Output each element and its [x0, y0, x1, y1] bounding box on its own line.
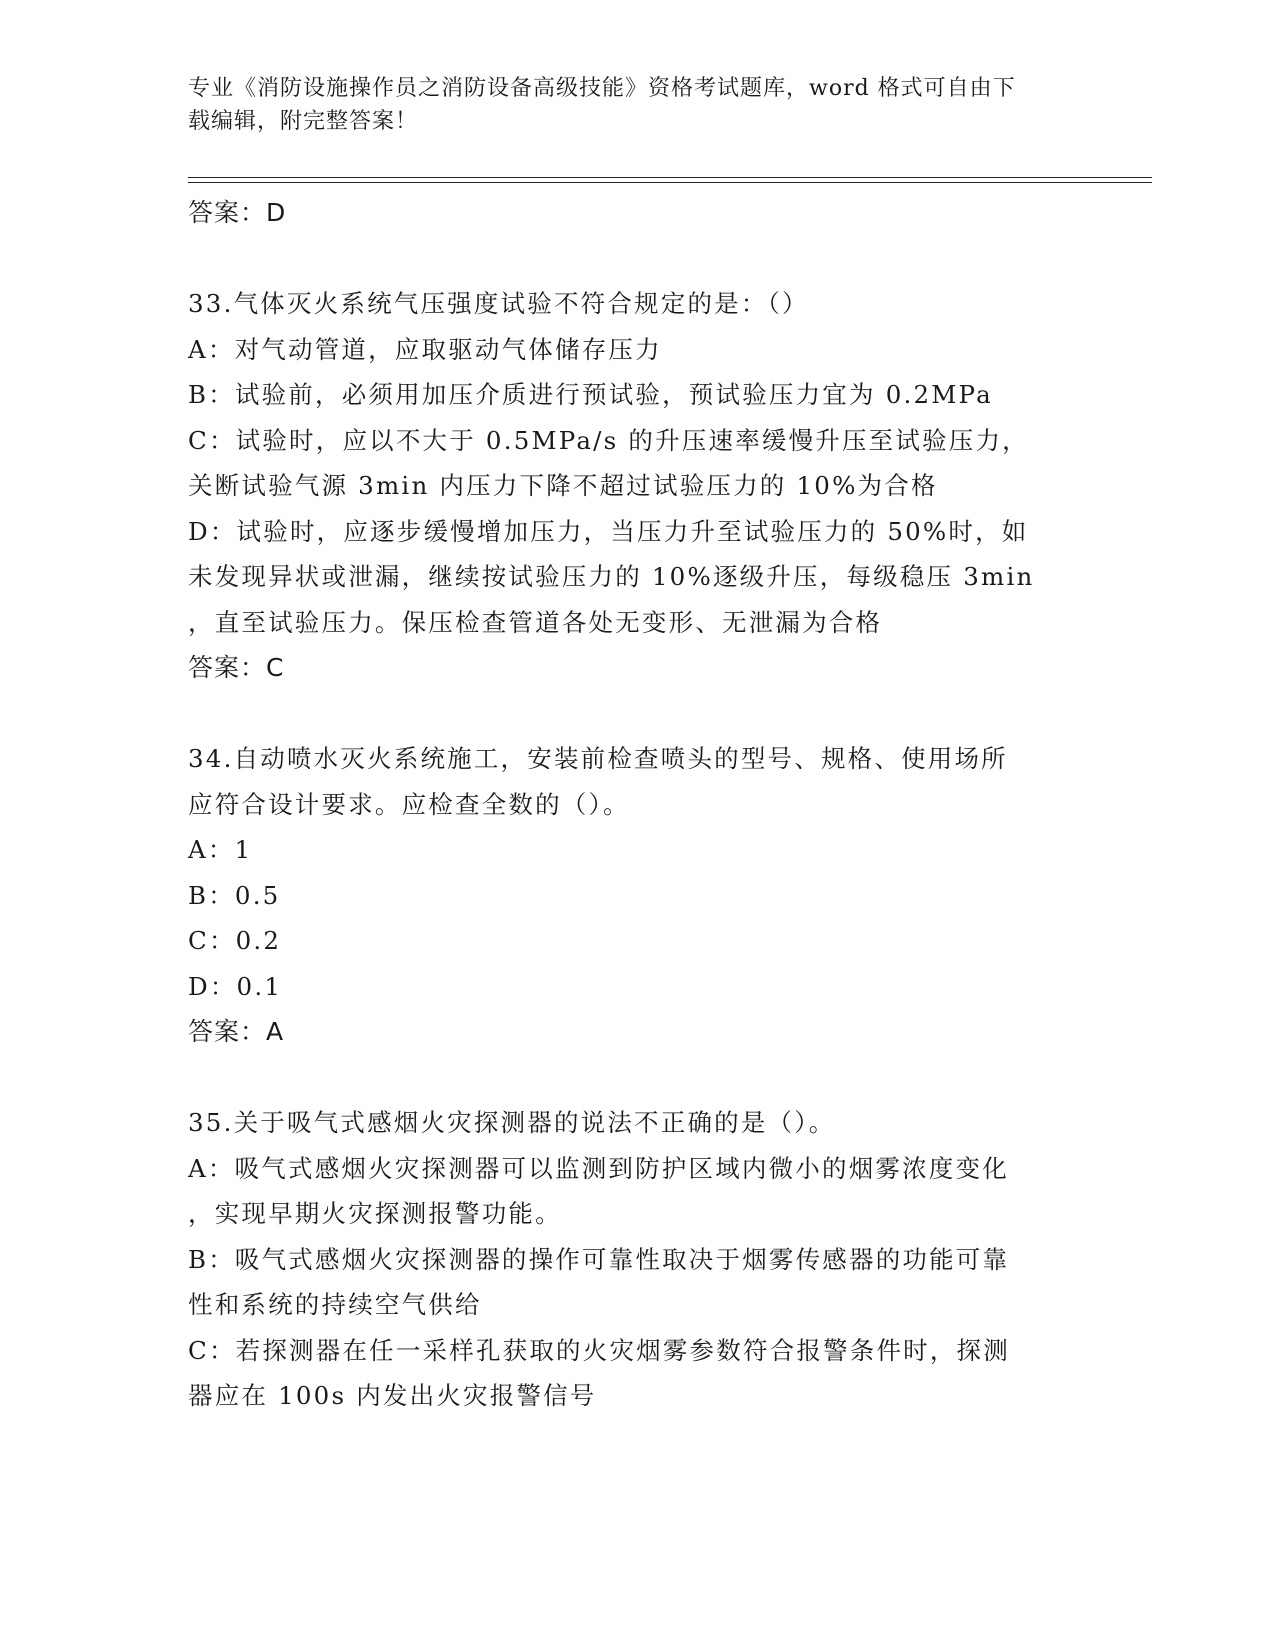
- answer-32: 答案：D: [188, 198, 287, 227]
- option-c: C：若探测器在任一采样孔获取的火灾烟雾参数符合报警条件时，探测: [188, 1335, 1010, 1365]
- option-d-continued: 未发现异状或泄漏，继续按试验压力的 10%逐级升压，每级稳压 3min: [188, 562, 1035, 591]
- spacer: [188, 236, 1088, 282]
- question-stem: 34.自动喷水灭火系统施工，安装前检查喷头的型号、规格、使用场所: [188, 744, 1008, 773]
- option-d-continued: ，直至试验压力。保压检查管道各处无变形、无泄漏为合格: [188, 607, 883, 637]
- header-divider-bottom: [188, 182, 1152, 183]
- question-33: [188, 281, 1088, 691]
- header-divider-top: [188, 177, 1152, 178]
- option-a: A：对气动管道，应取驱动气体储存压力: [188, 334, 662, 364]
- option-b-continued: 性和系统的持续空气供给: [188, 1290, 482, 1319]
- option-a: A：1: [188, 835, 253, 864]
- option-b: B：吸气式感烟火灾探测器的操作可靠性取决于烟雾传感器的功能可靠: [188, 1244, 1010, 1274]
- header-line-1: 专业《消防设施操作员之消防设备高级技能》资格考试题库，word 格式可自由下: [188, 76, 1016, 101]
- page-header: [188, 72, 1078, 138]
- question-stem-continued: 应符合设计要求。应检查全数的（）。: [188, 789, 630, 819]
- answer-33: 答案：C: [188, 653, 285, 682]
- question-content: [188, 190, 1088, 1419]
- option-c: C：0.2: [188, 926, 282, 955]
- option-b: B：试验前，必须用加压介质进行预试验，预试验压力宜为 0.2MPa: [188, 380, 993, 409]
- question-stem: 33.气体灭火系统气压强度试验不符合规定的是：（）: [188, 289, 809, 318]
- option-d: D：0.1: [188, 971, 283, 1001]
- question-35: [188, 1100, 1088, 1419]
- spacer: [188, 1055, 1088, 1101]
- option-d: D：试验时，应逐步缓慢增加压力，当压力升至试验压力的 50%时，如: [188, 516, 1029, 546]
- option-c-continued: 器应在 100s 内发出火灾报警信号: [188, 1381, 597, 1410]
- question-stem: 35.关于吸气式感烟火灾探测器的说法不正确的是（）。: [188, 1108, 836, 1137]
- option-c-continued: 关断试验气源 3min 内压力下降不超过试验压力的 10%为合格: [188, 471, 938, 500]
- header-line-2: 载编辑，附完整答案！: [188, 109, 419, 134]
- option-c: C：试验时，应以不大于 0.5MPa/s 的升压速率缓慢升压至试验压力，: [188, 425, 1029, 455]
- answer-34: 答案：A: [188, 1017, 285, 1046]
- question-34: [188, 736, 1088, 1055]
- option-b: B：0.5: [188, 880, 281, 910]
- option-a: A：吸气式感烟火灾探测器可以监测到防护区域内微小的烟雾浓度变化: [188, 1153, 1009, 1183]
- spacer: [188, 691, 1088, 737]
- option-a-continued: ，实现早期火灾探测报警功能。: [188, 1199, 562, 1228]
